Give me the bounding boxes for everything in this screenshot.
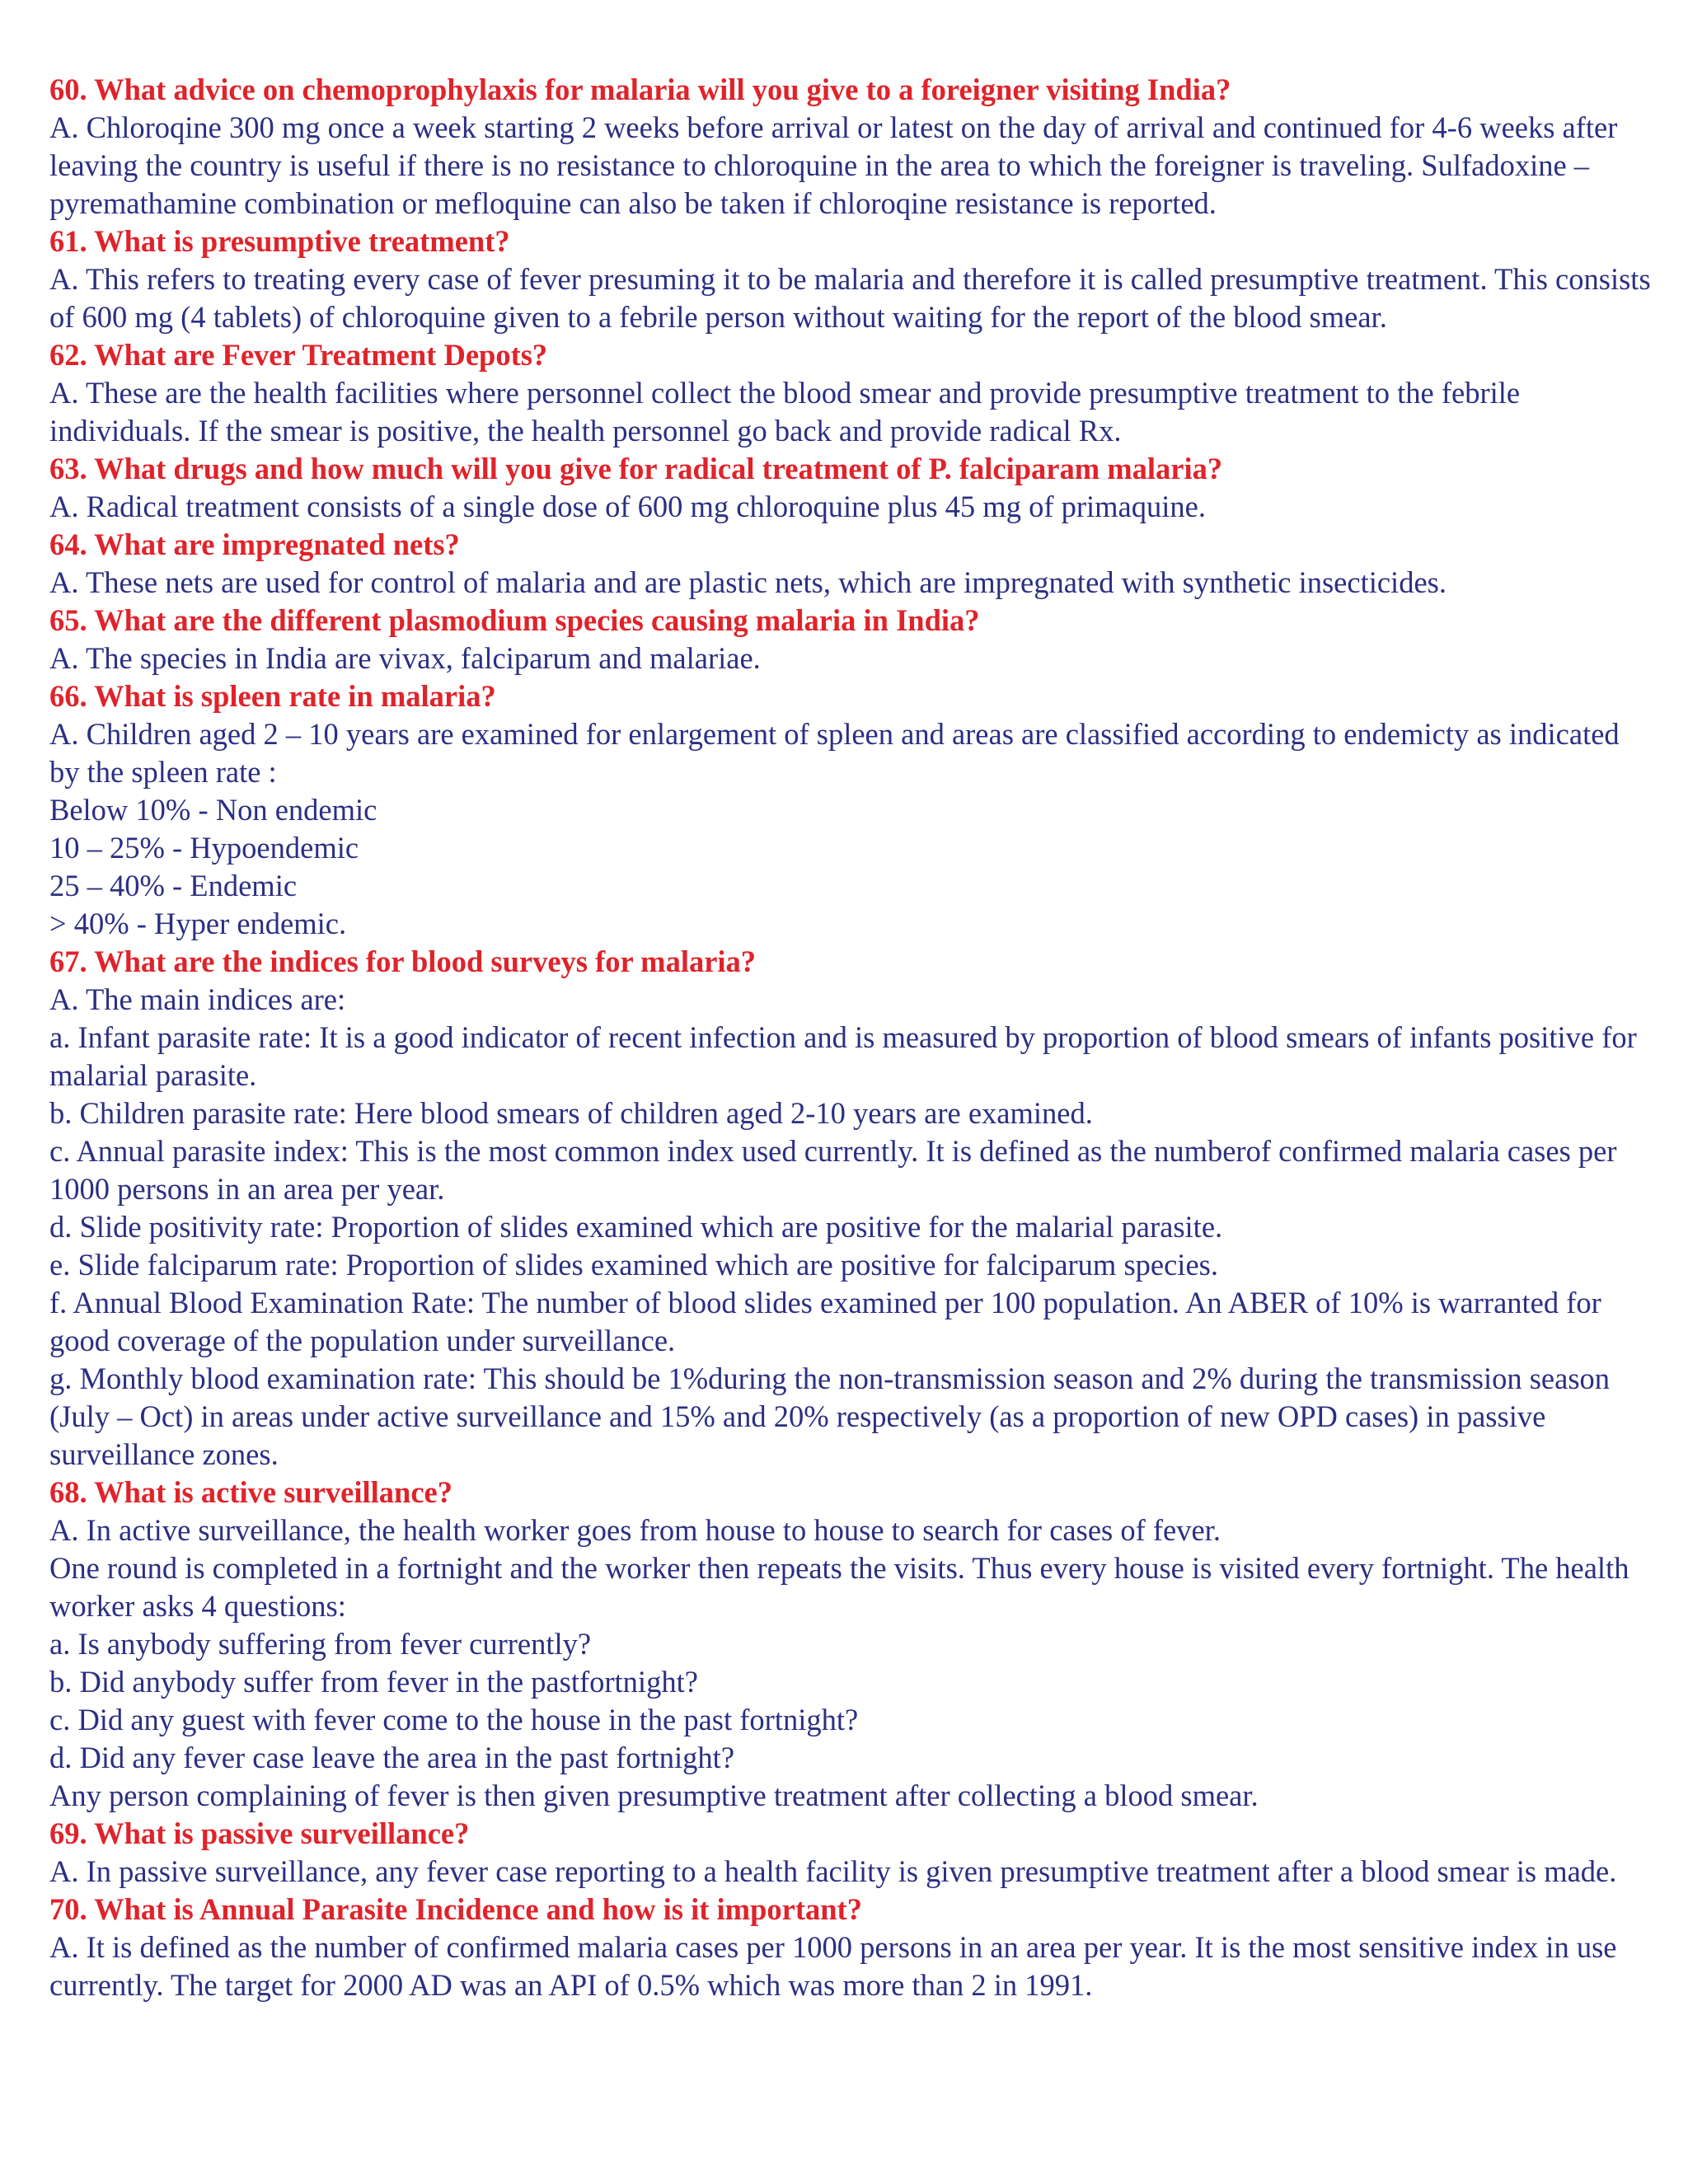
question-68: 68. What is active surveillance? [49, 1475, 452, 1509]
index-item: f. Annual Blood Examination Rate: The number of blood slides examined per 100 population. An ABER of 10% is warranted for good coverage of the population under surveillance. [49, 1286, 1601, 1357]
question-64: 64. What are impregnated nets? [49, 527, 460, 561]
answer-63: A. Radical treatment consists of a single dose of 600 mg chloroquine plus 45 mg of primaquine. [49, 490, 1206, 523]
spleen-rate-line: Below 10% - Non endemic [49, 793, 377, 827]
index-item: g. Monthly blood examination rate: This should be 1%during the non-transmission season and 2% during the transmission season (July – Oct) in areas under active surveillance and 15% and 20% respectively (as a proportion of new OPD cases) in passive surveillance zones. [49, 1361, 1611, 1471]
answer-68: A. In active surveillance, the health worker goes from house to house to search for cases of fever. [49, 1513, 1221, 1547]
answer-66: A. Children aged 2 – 10 years are examined for enlargement of spleen and areas are classified according to endemicty as indicated by the spleen rate : [49, 717, 1620, 789]
question-69: 69. What is passive surveillance? [49, 1816, 470, 1850]
index-item: c. Annual parasite index: This is the most common index used currently. It is defined as the numberof confirmed malaria cases per 1000 persons in an area per year. [49, 1134, 1617, 1206]
spleen-rate-line: 10 – 25% - Hypoendemic [49, 831, 359, 865]
index-item: e. Slide falciparum rate: Proportion of slides examined which are positive for falciparum species. [49, 1248, 1218, 1282]
question-70: 70. What is Annual Parasite Incidence and how is it important? [49, 1892, 862, 1926]
index-item: a. Infant parasite rate: It is a good indicator of recent infection and is measured by proportion of blood smears of infants positive for malarial parasite. [49, 1020, 1637, 1092]
answer-65: A. The species in India are vivax, falciparum and malariae. [49, 641, 761, 675]
spleen-rate-line: > 40% - Hyper endemic. [49, 907, 347, 940]
question-62: 62. What are Fever Treatment Depots? [49, 338, 548, 372]
spleen-rate-line: 25 – 40% - Endemic [49, 869, 298, 902]
question-60: 60. What advice on chemoprophylaxis for malaria will you give to a foreigner visiting India? [49, 73, 1231, 106]
answer-67: A. The main indices are: [49, 982, 346, 1016]
question-61: 61. What is presumptive treatment? [49, 224, 510, 258]
active-surveillance-line: b. Did anybody suffer from fever in the pastfortnight? [49, 1665, 698, 1699]
question-65: 65. What are the different plasmodium species causing malaria in India? [49, 603, 980, 637]
answer-69: A. In passive surveillance, any fever case reporting to a health facility is given presumptive treatment after a blood smear is made. [49, 1854, 1617, 1888]
active-surveillance-line: One round is completed in a fortnight and the worker then repeats the visits. Thus every house is visited every fortnight. The health worker asks 4 questions: [49, 1551, 1629, 1623]
answer-64: A. These nets are used for control of malaria and are plastic nets, which are impregnated with synthetic insecticides. [49, 565, 1447, 599]
answer-62: A. These are the health facilities where personnel collect the blood smear and provide presumptive treatment to the febrile individuals. If the smear is positive, the health personnel go back and provide radical Rx. [49, 376, 1521, 448]
document-page [49, 71, 1657, 2004]
answer-70: A. It is defined as the number of confirmed malaria cases per 1000 persons in an area per year. It is the most sensitive index in use currently. The target for 2000 AD was an API of 0.5% which was more than 2 in 1991. [49, 1930, 1617, 2002]
question-66: 66. What is spleen rate in malaria? [49, 679, 496, 713]
question-63: 63. What drugs and how much will you give for radical treatment of P. falciparam malaria? [49, 452, 1223, 485]
index-item: d. Slide positivity rate: Proportion of slides examined which are positive for the malarial parasite. [49, 1210, 1223, 1244]
answer-60: A. Chloroqine 300 mg once a week starting 2 weeks before arrival or latest on the day of arrival and continued for 4-6 weeks after leaving the country is useful if there is no resistance to chloroquine in the area to which the foreigner is traveling. Sulfadoxine – pyremathamine combination or mefloquine can also be taken if chloroqine resistance is reported. [49, 110, 1618, 220]
index-item: b. Children parasite rate: Here blood smears of children aged 2-10 years are examined. [49, 1096, 1093, 1130]
active-surveillance-line: Any person complaining of fever is then given presumptive treatment after collecting a blood smear. [49, 1779, 1259, 1812]
active-surveillance-line: a. Is anybody suffering from fever currently? [49, 1627, 592, 1661]
answer-61: A. This refers to treating every case of fever presuming it to be malaria and therefore it is called presumptive treatment. This consists of 600 mg (4 tablets) of chloroquine given to a febrile person without waiting for the report of the blood smear. [49, 262, 1651, 334]
question-67: 67. What are the indices for blood surveys for malaria? [49, 944, 757, 978]
active-surveillance-line: c. Did any guest with fever come to the house in the past fortnight? [49, 1703, 859, 1736]
active-surveillance-line: d. Did any fever case leave the area in the past fortnight? [49, 1741, 735, 1774]
